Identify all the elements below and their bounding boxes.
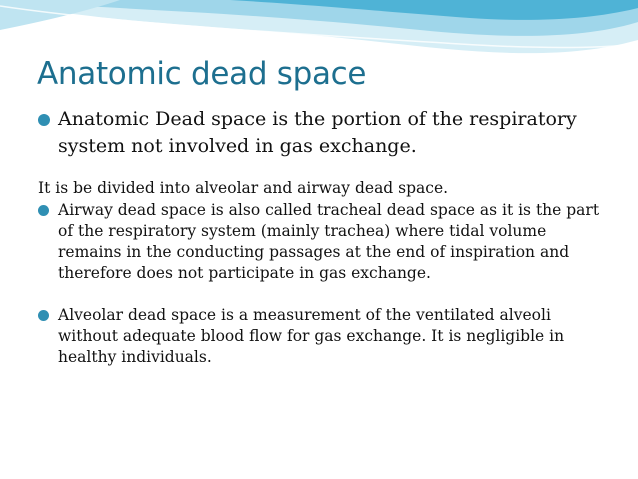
bullet-dot-icon [38,310,49,321]
bullet-airway-dead-space [0,200,638,284]
bullet-dot-icon [38,114,50,126]
bullet-text: Alveolar dead space is a measurement of the ventilated alveoli without adequate blood flow for gas exchange. It is negligible in healthy individuals. [58,306,565,366]
bullet-alveolar-dead-space [0,305,638,368]
plain-text-line: It is be divided into alveolar and airway dead space. [38,179,449,197]
slide-body [0,106,638,368]
bullet-text: Airway dead space is also called tracheal dead space as it is the part of the respiratory system (mainly trachea) where tidal volume remains in the conducting passages at the end of inspiration and therefore does not participate in gas exchange. [58,201,600,282]
bullet-anatomic-dead-space [0,106,638,160]
bullet-text: Anatomic Dead space is the portion of the respiratory system not involved in gas exchange. [58,108,577,157]
bullet-dot-icon [38,205,49,216]
slide-title: Anatomic dead space [37,56,367,92]
